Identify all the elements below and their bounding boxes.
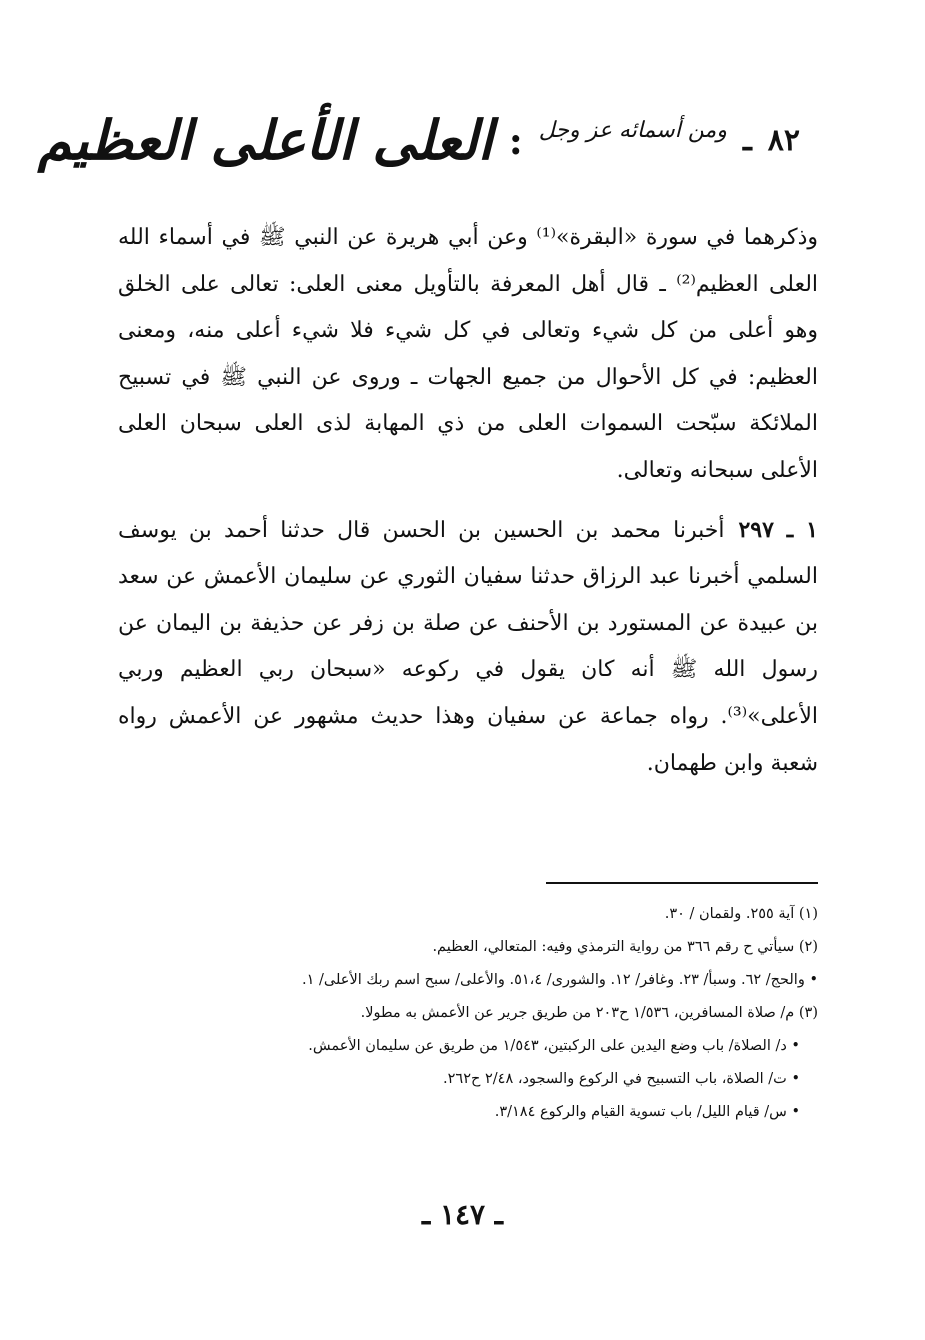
footnote-item: • د/ الصلاة/ باب وضع اليدين على الركبتين، ١/٥٤٣ من طريق عن سليمان الأعمش. [308, 1038, 800, 1054]
footnote-item: • والحج/ ٦٢. وسبأ/ ٢٣. وغافر/ ١٢. والشورى/ ٥١،٤. والأعلى/ سبح اسم ربك الأعلى/ ١. [302, 972, 818, 988]
footnotes [118, 898, 818, 1129]
chapter-title: العلى الأعلى العظيم [37, 108, 493, 172]
body-text [118, 215, 818, 787]
hadith-text: أخبرنا محمد بن الحسين بن الحسن قال حدثنا أحمد بن يوسف السلمي أخبرنا عبد الرزاق حدثنا سفيان الثوري عن سليمان الأعمش عن سعد بن عبيدة عن المستورد بن الأحنف عن صلة بن زفر عن حذيفة بن اليمان عن رسول الله ﷺ أنه كان يقول في ركوعه «سبحان ربي العظيم وربي الأعلى»⁽³⁾. رواه جماعة عن سفيان وهذا حديث مشهور عن الأعمش رواه شعبة وابن طهمان. [118, 517, 818, 776]
hadith-number: ١ ـ ٢٩٧ [738, 516, 818, 543]
paragraph-1: وذكرهما في سورة «البقرة»⁽¹⁾ وعن أبي هريرة عن النبي ﷺ في أسماء الله العلى العظيم⁽²⁾ ـ قال أهل المعرفة بالتأويل معنى العلى: تعالى على الخلق وهو أعلى من كل شيء وتعالى في كل شيء فلا شيء أعلى منه، ومعنى العظيم: في كل الأحوال من جميع الجهات ـ وروى عن النبي ﷺ في تسبيح الملائكة سبّحت السموات العلى من ذي المهابة لذى العلى سبحان العلى الأعلى سبحانه وتعالى. [118, 225, 819, 483]
footnote-item: • ت/ الصلاة، باب التسبيح في الركوع والسجود، ٢/٤٨ ح٢٦٢. [443, 1071, 800, 1087]
header-dash: ـ [742, 122, 752, 158]
header-colon: : [508, 117, 523, 163]
chapter-number: ٨٢ [767, 122, 800, 158]
footnote-item: (٣) م/ صلاة المسافرين، ١/٥٣٦ ح٢٠٣ من طريق جرير عن الأعمش به مطولا. [360, 1005, 818, 1021]
footnote-divider [546, 882, 818, 884]
chapter-prefix: ومن أسمائه عز وجل [538, 117, 727, 143]
footnote-item: (١) آية ٢٥٥. ولقمان / ٣٠. [664, 906, 818, 922]
footnote-item: (٢) سيأتي ح رقم ٣٦٦ من رواية الترمذي وفيه: المتعالي، العظيم. [432, 939, 818, 955]
paragraph-2 [118, 507, 818, 788]
page-number: ـ ١٤٧ ـ [421, 1198, 504, 1231]
chapter-header [37, 92, 800, 188]
footnote-item: • س/ قيام الليل/ باب تسوية القيام والركوع ٣/١٨٤. [494, 1104, 800, 1120]
